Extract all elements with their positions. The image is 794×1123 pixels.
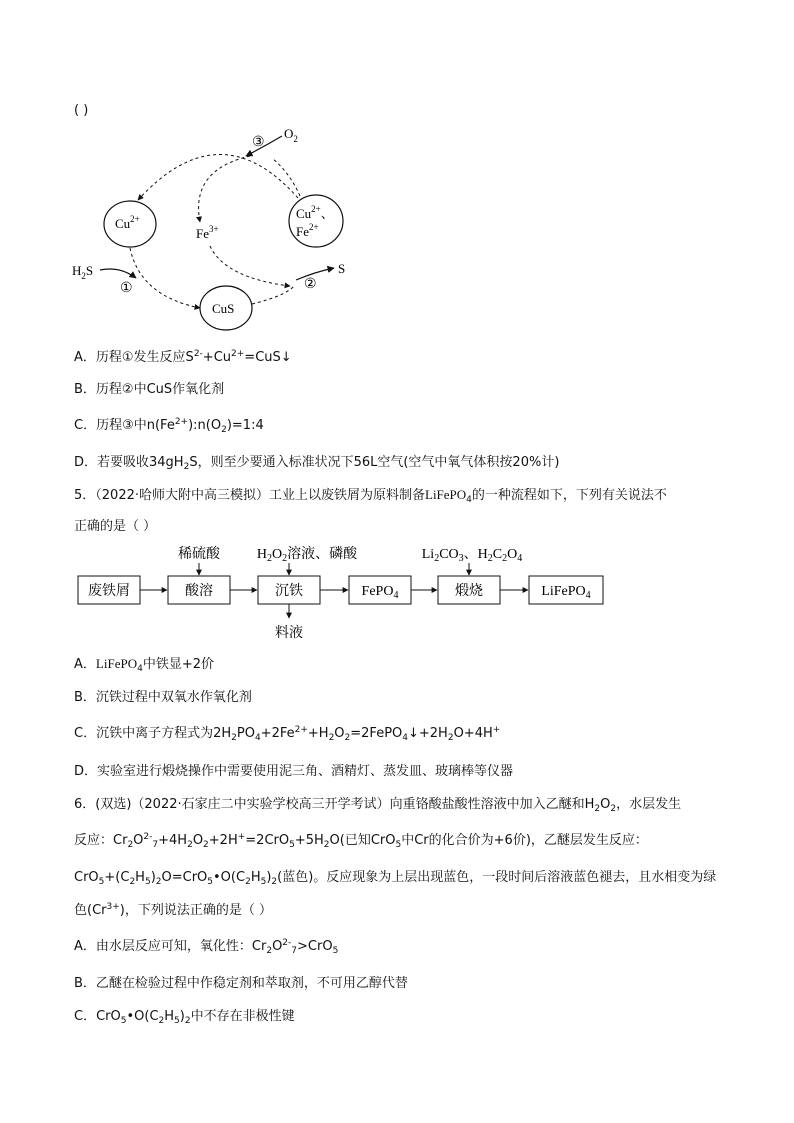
- q5-option-d: D．实验室进行煅烧操作中需要使用泥三角、酒精灯、蒸发皿、玻璃棒等仪器: [74, 764, 514, 779]
- process-flowchart: [70, 540, 610, 642]
- cus-label: CuS: [212, 301, 235, 316]
- answer-bracket: ( ): [74, 103, 89, 118]
- q6-stem-line3: $CrO_5+(C_2H_5)_2O=CrO_5•O(C_2H_5)_2$(蓝色)。反应现象为上层出现蓝色，一段时间后溶液蓝色褪去，且水相变为绿: [74, 870, 717, 887]
- box-calcine-label: 煅烧: [455, 583, 483, 599]
- q6-stem-line4: 色$(Cr^{3+})$，下列说法正确的是（ ）: [74, 902, 272, 918]
- q5-stem-line1: 5．（2022·哈师大附中高三模拟）工业上以废铁屑为原料制备LiFePO$_4$的一种流程如下，下列有关说法不: [74, 487, 667, 505]
- reagent-1-label: 稀硫酸: [178, 546, 220, 562]
- cu-fe-node: [289, 195, 343, 247]
- q5-option-b: B．沉铁过程中双氧水作氧化剂: [74, 690, 252, 705]
- prev-option-a: A．历程①发生反应$S^{2-}+Cu^{2+}=CuS↓$: [74, 349, 292, 365]
- arc-cus-to-right: [252, 286, 294, 304]
- right-fe-label: $Fe^{2+}$: [296, 222, 319, 239]
- right-cu-label: $Cu^{2+}$、: [296, 204, 334, 221]
- step2-label: ②: [304, 277, 317, 292]
- box-acid-dissolve-label: 酸溶: [185, 583, 213, 599]
- reagent-2-label: $H_2O_2$溶液、磷酸: [256, 546, 358, 564]
- cu2-label: $Cu^{2+}$: [115, 214, 140, 231]
- reagent-3-label: $Li_2CO_3$、$H_2C_2O_4$: [421, 547, 523, 564]
- prev-option-b: B．历程②中CuS作氧化剂: [74, 382, 225, 397]
- box-fepo4-label: FePO$_4$: [361, 584, 399, 601]
- prev-option-c: C．历程③中$n(Fe^{2+}):n(O_2)=1:4$: [74, 417, 264, 435]
- step3-label: ③: [252, 135, 265, 150]
- s-product-label: S: [338, 261, 346, 276]
- q5-stem-line2: 正确的是（ ）: [74, 519, 157, 534]
- q5-option-a: A．LiFePO$_4$中铁显+2价: [74, 656, 214, 674]
- arc-o2-to-fe3: [199, 156, 250, 222]
- q5-option-c: C．沉铁中离子方程式为$2H_2PO_4+2Fe^{2+}+H_2O_2=2FePO_4↓+2H_2O+4H^+$: [74, 725, 501, 743]
- box-lifepo4-label: LiFePO$_4$: [541, 584, 591, 601]
- cycle-diagram: [60, 118, 380, 340]
- q6-option-b: B．乙醚在检验过程中作稳定剂和萃取剂，不可用乙醇代替: [74, 976, 408, 991]
- q6-option-c: C．$CrO_5•O(C_2H_5)_2$中不存在非极性键: [74, 1009, 295, 1026]
- h2s-label: $H_2S$: [72, 263, 94, 281]
- fe3-label: $Fe^{3+}$: [196, 224, 219, 241]
- waste-label: 料液: [275, 625, 303, 641]
- o2-label: $O_2$: [284, 126, 298, 144]
- arc-fe3-to-right: [210, 246, 290, 286]
- h2s-arrow: [100, 269, 136, 278]
- box-scrap-iron-label: 废铁屑: [88, 583, 130, 599]
- q6-stem-line2: 反应：$Cr_2O^{2-}_7+4H_2O_2+2H^+=2CrO_5+5H_2O$(已知CrO$_5$中Cr的化合价为+6价)，乙醚层发生反应：: [74, 832, 648, 850]
- q6-option-a: A．由水层反应可知，氧化性：$Cr_2O^{2-}_7>CrO_5$: [74, 938, 339, 956]
- box-iron-precipitate-label: 沉铁: [275, 583, 303, 599]
- q6-stem-line1: 6．(双选)（2022·石家庄二中实验学校高三开学考试）向重铬酸盐酸性溶液中加入乙醚和$H_2O_2$，水层发生: [74, 797, 682, 814]
- step1-label: ①: [120, 281, 133, 296]
- arc-top-to-cu: [138, 154, 298, 200]
- arc-cu-to-cus: [130, 248, 200, 308]
- prev-option-d: D．若要吸收$34gH_2S$，则至少要通入标准状况下56L空气(空气中氧气体积按20%计): [74, 455, 560, 472]
